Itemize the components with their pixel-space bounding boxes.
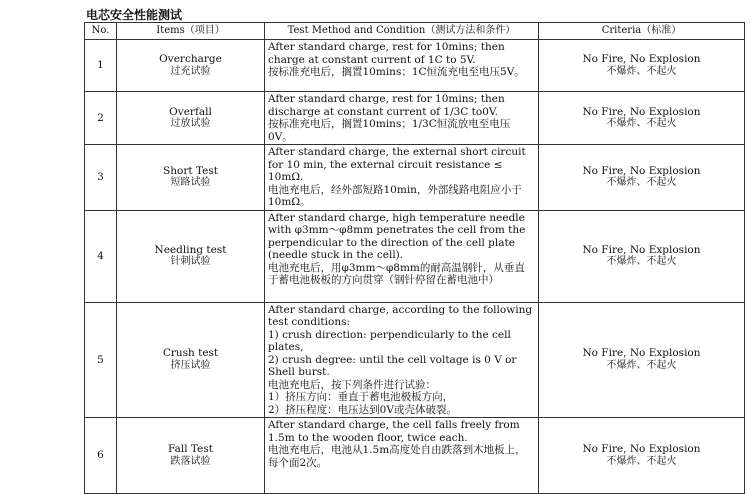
table-row	[85, 418, 745, 494]
test-item-english: Needling test	[154, 243, 227, 256]
method-line: 按标准充电后，搁置10mins；1C恒流充电至电压5V。	[268, 66, 525, 78]
test-method	[265, 302, 539, 418]
test-item-english: Overfall	[169, 105, 212, 118]
criteria	[539, 210, 745, 302]
method-line: After standard charge, according to the following test conditions:	[268, 303, 533, 328]
table-row	[85, 210, 745, 302]
table-caption: 电芯安全性能测试	[86, 8, 183, 22]
test-item	[117, 302, 265, 418]
test-item	[117, 418, 265, 494]
header-row	[85, 23, 745, 40]
criteria-english: No Fire, No Explosion	[582, 347, 701, 360]
test-item-chinese: 过放试验	[170, 118, 211, 129]
criteria-english: No Fire, No Explosion	[582, 443, 701, 455]
criteria	[539, 418, 745, 494]
criteria	[539, 92, 745, 145]
row-number: 1	[85, 40, 117, 92]
table-row	[85, 40, 745, 92]
criteria	[539, 40, 745, 92]
table-row	[85, 302, 745, 418]
row-number: 3	[85, 145, 117, 211]
test-item-english: Overcharge	[159, 53, 222, 65]
row-number: 6	[85, 418, 117, 494]
row-number: 5	[85, 302, 117, 418]
criteria-chinese: 不爆炸、不起火	[606, 359, 677, 371]
method-line: After standard charge, rest for 10mins; then discharge at constant current of 1/3C to0V.	[268, 93, 505, 118]
criteria	[539, 302, 745, 418]
test-item-chinese: 短路试验	[170, 177, 211, 189]
table-row	[85, 145, 745, 211]
method-line: 电池充电后，按下列条件进行试验：	[268, 378, 436, 391]
test-item-chinese: 针刺试验	[170, 256, 211, 267]
test-item-chinese: 过充试验	[170, 65, 211, 77]
test-item-english: Fall Test	[168, 443, 213, 455]
test-method	[265, 92, 539, 145]
test-item	[117, 145, 265, 211]
header-criteria: Criteria（标准）	[539, 23, 745, 40]
test-item-chinese: 跌落试验	[170, 455, 211, 467]
test-item	[117, 210, 265, 302]
method-line: After standard charge, the external short circuit for 10 min, the external circuit resistance ≤ 10mΩ.	[268, 146, 526, 183]
test-item	[117, 92, 265, 145]
criteria-english: No Fire, No Explosion	[582, 53, 701, 65]
method-line: 电池充电后，用φ3mm～φ8mm的耐高温钢针，从垂直于蓄电池极板的方向贯穿（钢针停留在蓄电池中）	[268, 261, 525, 286]
criteria-chinese: 不爆炸、不起火	[606, 118, 677, 129]
test-item-english: Short Test	[163, 164, 218, 177]
method-line: 电池充电后，电池从1.5m高度处自由跌落到木地板上，每个面2次。	[268, 444, 526, 469]
test-item	[117, 40, 265, 92]
method-line: 按标准充电后，搁置10mins；1/3C恒流放电至电压0V。	[268, 118, 511, 143]
method-line: After standard charge, rest for 10mins; then charge at constant current of 1C to 5V.	[268, 41, 505, 66]
test-method	[265, 210, 539, 302]
criteria-english: No Fire, No Explosion	[582, 105, 701, 118]
method-line: 1) crush direction: perpendicularly to the cell plates,	[268, 328, 511, 353]
method-line: 1）挤压方向：垂直于蓄电池极板方向，	[268, 391, 454, 403]
header-items: Items（项目）	[117, 23, 265, 40]
criteria-chinese: 不爆炸、不起火	[606, 65, 677, 77]
test-method	[265, 418, 539, 494]
method-line: After standard charge, the cell falls freely from 1.5m to the wooden floor, twice each.	[268, 419, 520, 444]
criteria-chinese: 不爆炸、不起火	[606, 256, 677, 267]
row-number: 2	[85, 92, 117, 145]
safety-test-table	[84, 22, 745, 494]
header-no: No.	[85, 23, 117, 40]
table-row	[85, 92, 745, 145]
test-method	[265, 145, 539, 211]
method-line: After standard charge, high temperature needle with φ3mm～φ8mm penetrates the cell from the perpendicular to the direction of the cell plate (needle stuck in the cell).	[268, 211, 526, 261]
method-line: 2) crush degree: until the cell voltage is 0 V or Shell burst.	[268, 353, 517, 378]
row-number: 4	[85, 210, 117, 302]
criteria-chinese: 不爆炸、不起火	[606, 177, 677, 189]
test-method	[265, 40, 539, 92]
method-line: 电池充电后，经外部短路10min，外部线路电阻应小于10mΩ。	[268, 183, 522, 208]
method-line: 2）挤压程度：电压达到0V或壳体破裂。	[268, 403, 457, 416]
criteria-english: No Fire, No Explosion	[582, 164, 701, 177]
criteria-chinese: 不爆炸、不起火	[606, 455, 677, 467]
criteria-english: No Fire, No Explosion	[582, 243, 701, 256]
criteria	[539, 145, 745, 211]
test-item-chinese: 挤压试验	[170, 359, 211, 371]
header-method: Test Method and Condition（测试方法和条件）	[265, 23, 539, 40]
test-item-english: Crush test	[162, 347, 219, 360]
